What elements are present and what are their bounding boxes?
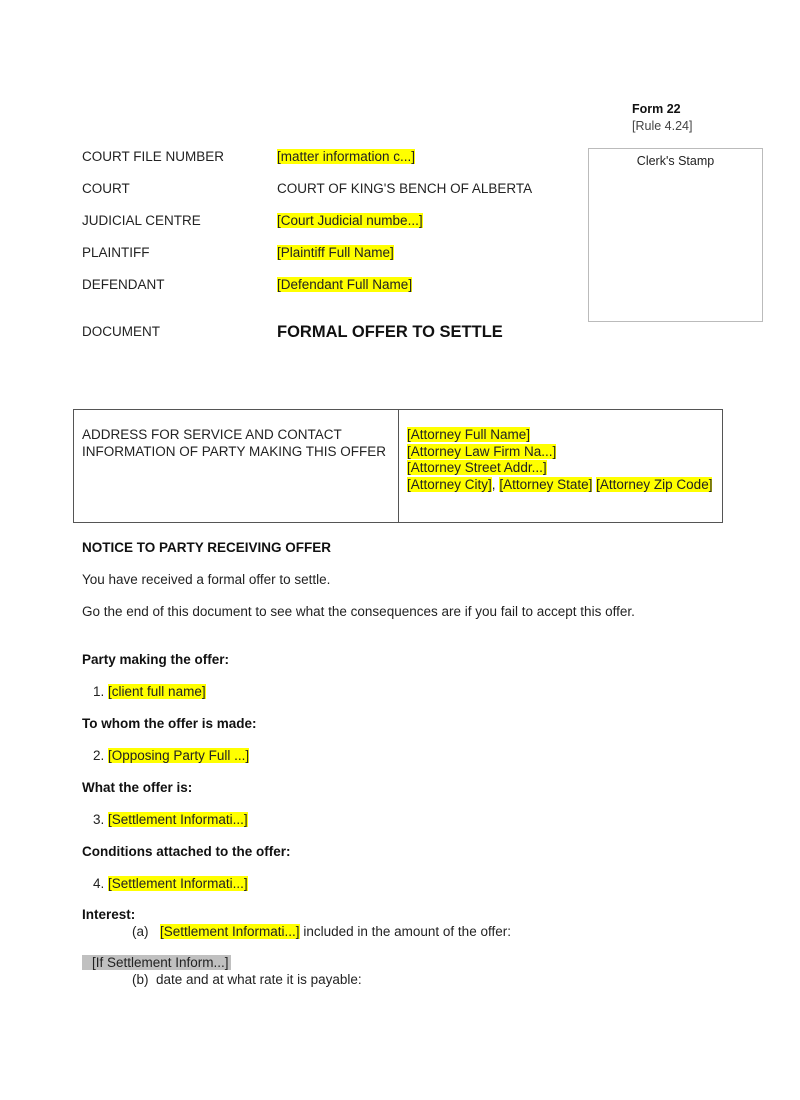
- defendant-label: DEFENDANT: [82, 277, 165, 292]
- list-item-2: [93, 748, 249, 763]
- court-file-number-field[interactable]: [matter information c...]: [277, 149, 416, 164]
- notice-heading: NOTICE TO PARTY RECEIVING OFFER: [82, 540, 332, 555]
- settlement-info-field[interactable]: [Settlement Informati...]: [108, 812, 248, 827]
- address-label: ADDRESS FOR SERVICE AND CONTACT INFORMATION OF PARTY MAKING THIS OFFER: [74, 410, 399, 522]
- state-field[interactable]: [Attorney State]: [499, 476, 593, 492]
- document-title: FORMAL OFFER TO SETTLE: [277, 323, 503, 341]
- city-field[interactable]: [Attorney City]: [407, 476, 492, 492]
- attorney-name-field[interactable]: [Attorney Full Name]: [407, 427, 531, 442]
- judicial-centre-label: JUDICIAL CENTRE: [82, 213, 201, 228]
- section-heading-offer: What the offer is:: [82, 780, 193, 795]
- section-heading-party-making: Party making the offer:: [82, 652, 230, 667]
- interest-a-line: [160, 924, 511, 939]
- zip-field[interactable]: [Attorney Zip Code]: [596, 476, 713, 492]
- item-number: 4.: [93, 876, 105, 891]
- interest-a-label: (a): [132, 924, 149, 939]
- street-address-field[interactable]: [Attorney Street Addr...]: [407, 460, 547, 475]
- plaintiff-label: PLAINTIFF: [82, 245, 150, 260]
- notice-line-1: You have received a formal offer to settle.: [82, 572, 331, 587]
- attorney-contact-cell: [399, 410, 722, 522]
- comma: ,: [491, 476, 496, 492]
- opposing-party-field[interactable]: [Opposing Party Full ...]: [108, 748, 250, 763]
- clerks-stamp-box: [588, 148, 763, 322]
- interest-b-line: [132, 972, 362, 987]
- law-firm-field[interactable]: [Attorney Law Firm Na...]: [407, 443, 557, 459]
- item-number: 1.: [93, 684, 105, 699]
- interest-included-field[interactable]: [Settlement Informati...]: [160, 924, 300, 939]
- form-rule: [Rule 4.24]: [632, 119, 693, 133]
- interest-heading: Interest:: [82, 907, 136, 922]
- section-heading-to-whom: To whom the offer is made:: [82, 716, 257, 731]
- interest-b-label: (b): [132, 972, 149, 987]
- document-label: DOCUMENT: [82, 324, 160, 339]
- interest-b-text: date and at what rate it is payable:: [156, 972, 362, 987]
- section-heading-conditions: Conditions attached to the offer:: [82, 844, 291, 859]
- list-item-3: [93, 812, 248, 827]
- client-name-field[interactable]: [client full name]: [108, 684, 206, 699]
- plaintiff-field[interactable]: [Plaintiff Full Name]: [277, 245, 394, 260]
- judicial-centre-field[interactable]: [Court Judicial numbe...]: [277, 213, 423, 228]
- conditional-settlement-field[interactable]: [If Settlement Inform...]: [82, 955, 231, 970]
- list-item-4: [93, 876, 248, 891]
- item-number: 2.: [93, 748, 105, 763]
- court-label: COURT: [82, 181, 130, 196]
- form-number: Form 22: [632, 102, 681, 116]
- conditions-field[interactable]: [Settlement Informati...]: [108, 876, 248, 891]
- court-value: COURT OF KING'S BENCH OF ALBERTA: [277, 181, 533, 196]
- item-number: 3.: [93, 812, 105, 827]
- defendant-field[interactable]: [Defendant Full Name]: [277, 277, 413, 292]
- court-file-number-label: COURT FILE NUMBER: [82, 149, 225, 164]
- address-for-service-table: [73, 409, 723, 523]
- notice-line-2: Go the end of this document to see what the consequences are if you fail to accept this offer.: [82, 604, 635, 619]
- interest-a-text: included in the amount of the offer:: [303, 924, 511, 939]
- clerks-stamp-label: Clerk's Stamp: [636, 154, 715, 168]
- list-item-1: [93, 684, 206, 699]
